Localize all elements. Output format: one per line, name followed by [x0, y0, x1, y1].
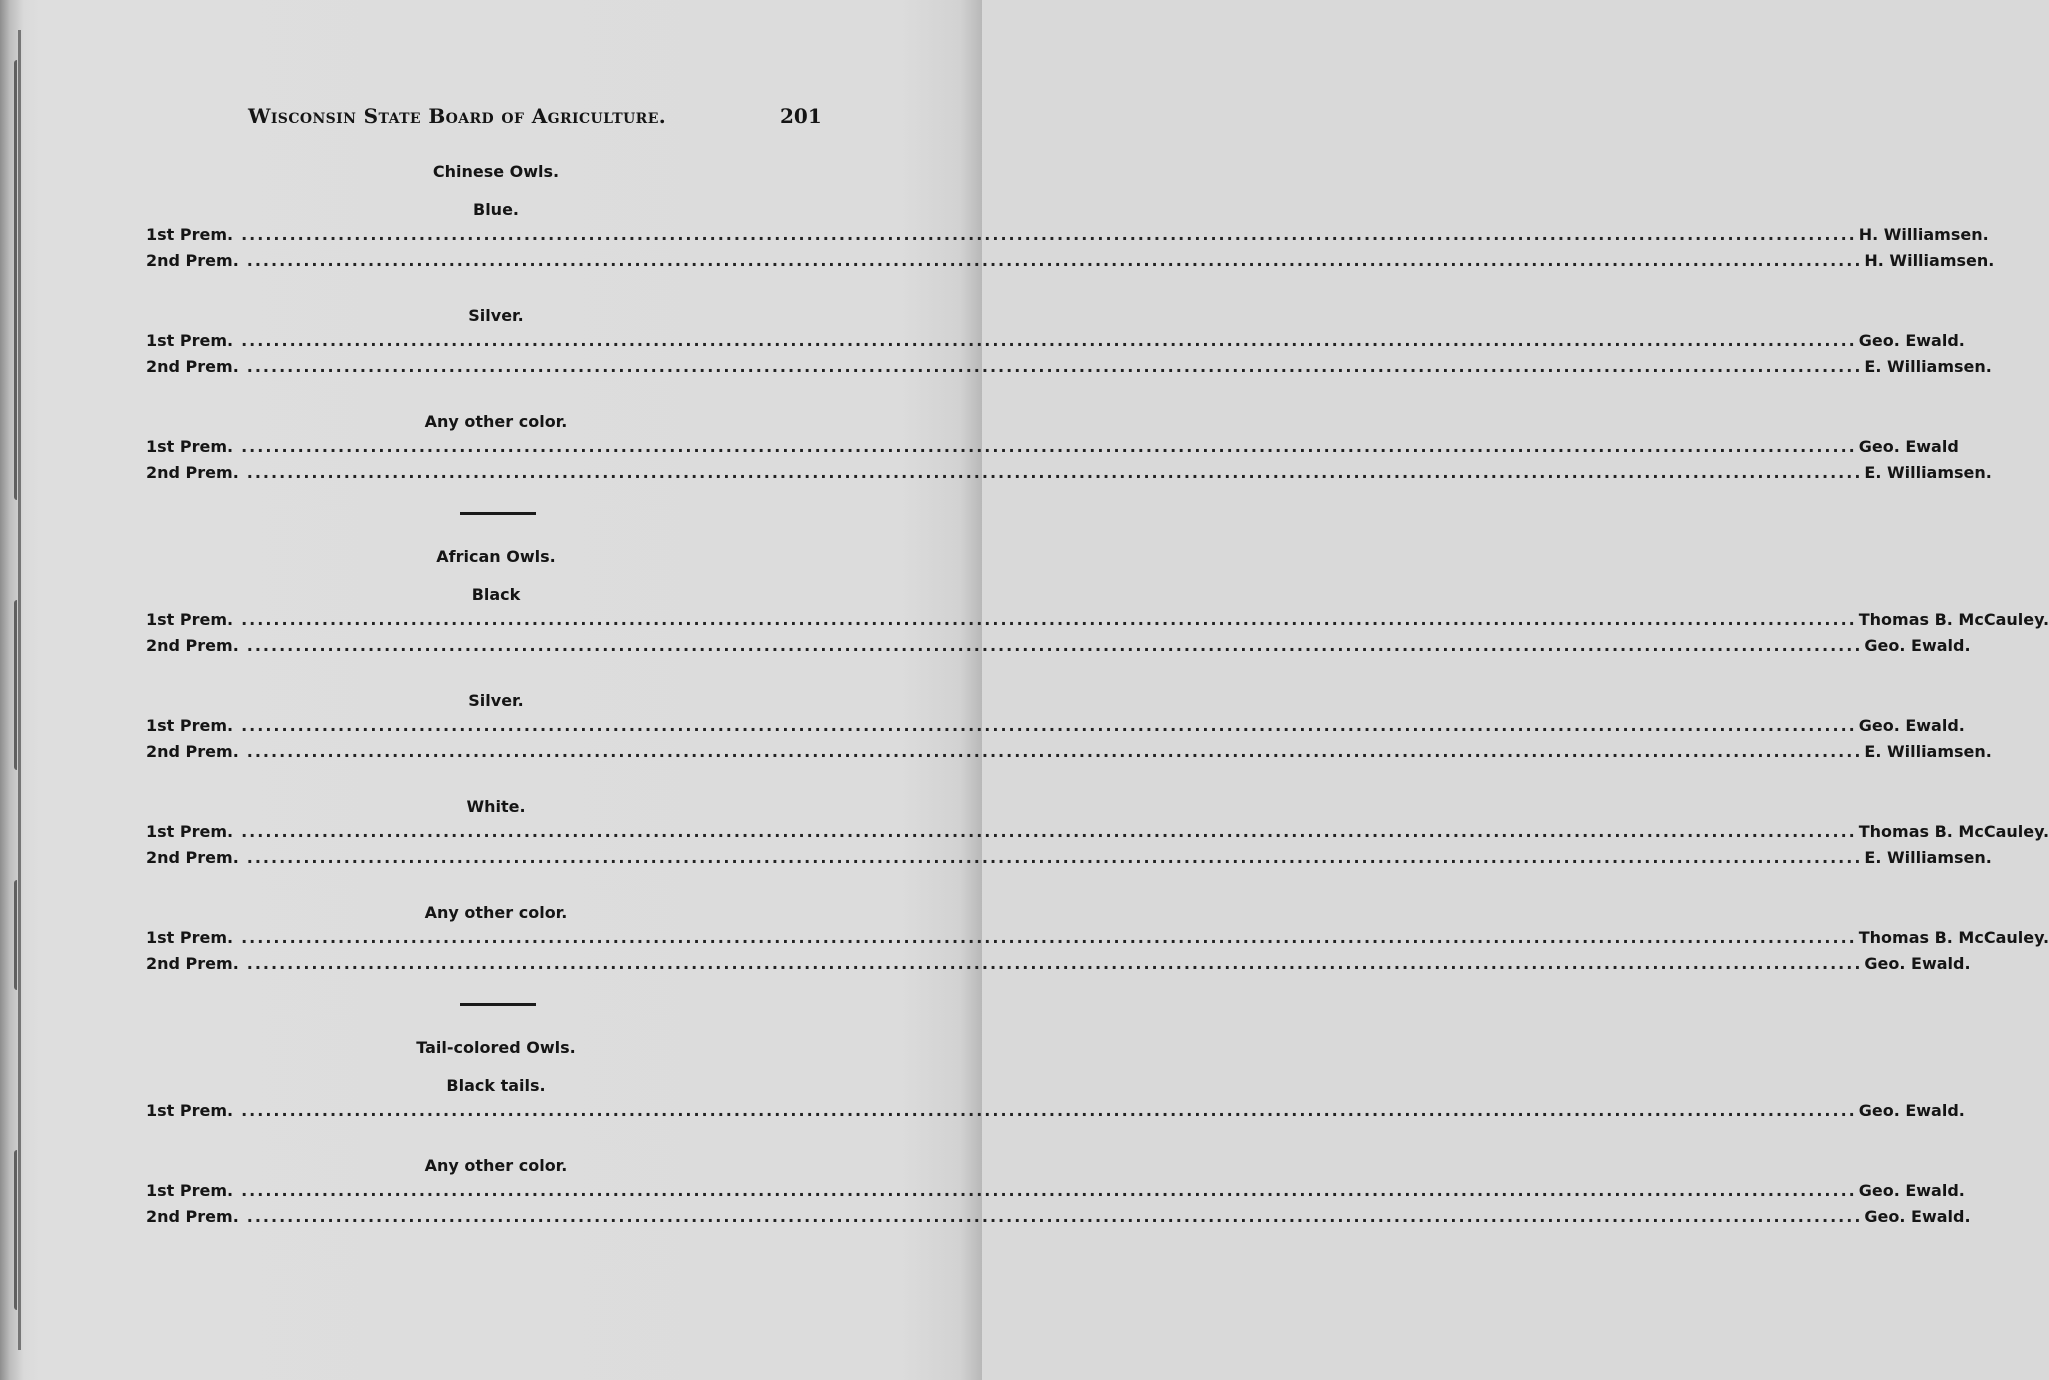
- premium-entry: [146, 819, 2049, 845]
- running-header: [0, 104, 982, 138]
- section-divider: [460, 512, 536, 515]
- dot-leader: ........................................................................................................................................................................................................: [241, 610, 1857, 629]
- premium-entry: [146, 951, 1971, 977]
- winner-name: Geo. Ewald.: [1858, 716, 1965, 735]
- winner-name: Thomas B. McCauley.: [1858, 610, 2049, 629]
- dot-leader: ........................................................................................................................................................................................................: [246, 251, 1863, 270]
- premium-entry: [146, 739, 1992, 765]
- color-group: [146, 198, 1995, 274]
- premium-entry: [146, 925, 2049, 951]
- premium-label: 2nd Prem.: [146, 848, 239, 867]
- color-subhead: Black: [471, 585, 521, 604]
- dot-leader: ........................................................................................................................................................................................................: [246, 1207, 1863, 1226]
- premium-label: 1st Prem.: [146, 331, 234, 350]
- dot-leader: ........................................................................................................................................................................................................: [241, 225, 1857, 244]
- dot-leader: ........................................................................................................................................................................................................: [241, 928, 1857, 947]
- winner-name: Geo. Ewald.: [1864, 1207, 1971, 1226]
- dot-leader: ........................................................................................................................................................................................................: [241, 1101, 1857, 1120]
- dot-leader: ........................................................................................................................................................................................................: [246, 742, 1863, 761]
- color-subhead: Any other color.: [424, 412, 568, 431]
- premium-entry: [146, 633, 1971, 659]
- winner-name: Geo. Ewald: [1858, 437, 1959, 456]
- color-subhead: Any other color.: [424, 1156, 568, 1175]
- premium-entry: [146, 328, 1965, 354]
- winner-name: Geo. Ewald.: [1858, 1101, 1965, 1120]
- binding-mark: [14, 1150, 23, 1310]
- premium-entry: [146, 434, 1959, 460]
- color-group: [146, 689, 1992, 765]
- header-title: Wisconsin State Board of Agriculture.: [248, 104, 667, 128]
- owl-section: [146, 545, 2049, 977]
- dot-leader: ........................................................................................................................................................................................................: [246, 463, 1863, 482]
- color-subhead: White.: [466, 797, 526, 816]
- winner-name: E. Williamsen.: [1864, 848, 1992, 867]
- premium-label: 1st Prem.: [146, 437, 234, 456]
- winner-name: E. Williamsen.: [1864, 463, 1992, 482]
- color-group: [146, 1154, 1971, 1230]
- winner-name: H. Williamsen.: [1864, 251, 1995, 270]
- section-divider: [460, 1003, 536, 1006]
- page-number: 201: [780, 104, 822, 128]
- dot-leader: ........................................................................................................................................................................................................: [246, 636, 1863, 655]
- premium-label: 2nd Prem.: [146, 636, 239, 655]
- winner-name: Geo. Ewald.: [1858, 331, 1965, 350]
- dot-leader: ........................................................................................................................................................................................................: [246, 357, 1863, 376]
- premium-entry: [146, 354, 1992, 380]
- premium-label: 1st Prem.: [146, 1181, 234, 1200]
- winner-name: E. Williamsen.: [1864, 742, 1992, 761]
- color-subhead: Blue.: [473, 200, 519, 219]
- color-group: [146, 410, 1992, 486]
- dot-leader: ........................................................................................................................................................................................................: [246, 954, 1863, 973]
- binding-mark: [14, 600, 23, 770]
- premium-label: 1st Prem.: [146, 716, 234, 735]
- binding-mark: [14, 880, 23, 990]
- color-subhead: Silver.: [468, 691, 524, 710]
- premium-label: 1st Prem.: [146, 225, 234, 244]
- winner-name: Geo. Ewald.: [1858, 1181, 1965, 1200]
- premium-label: 2nd Prem.: [146, 463, 239, 482]
- premium-entry: [146, 222, 1989, 248]
- dot-leader: ........................................................................................................................................................................................................: [241, 437, 1857, 456]
- color-subhead: Any other color.: [424, 903, 568, 922]
- owl-section: [146, 1036, 1971, 1230]
- premium-list: [146, 160, 2049, 1230]
- premium-entry: [146, 845, 1992, 871]
- winner-name: Geo. Ewald.: [1864, 954, 1971, 973]
- color-group: [146, 901, 2049, 977]
- dot-leader: ........................................................................................................................................................................................................: [241, 822, 1857, 841]
- premium-entry: [146, 607, 2049, 633]
- premium-label: 1st Prem.: [146, 610, 234, 629]
- premium-label: 1st Prem.: [146, 928, 234, 947]
- winner-name: Thomas B. McCauley.: [1858, 928, 2049, 947]
- premium-label: 2nd Prem.: [146, 1207, 239, 1226]
- section-title: African Owls.: [436, 547, 556, 566]
- premium-label: 2nd Prem.: [146, 742, 239, 761]
- premium-label: 2nd Prem.: [146, 954, 239, 973]
- premium-label: 1st Prem.: [146, 1101, 234, 1120]
- color-group: [146, 304, 1992, 380]
- owl-section: [146, 160, 1995, 486]
- winner-name: Thomas B. McCauley.: [1858, 822, 2049, 841]
- premium-entry: [146, 248, 1995, 274]
- premium-label: 2nd Prem.: [146, 357, 239, 376]
- premium-entry: [146, 1204, 1971, 1230]
- dot-leader: ........................................................................................................................................................................................................: [241, 1181, 1857, 1200]
- section-title: Tail-colored Owls.: [416, 1038, 576, 1057]
- premium-entry: [146, 1178, 1965, 1204]
- dot-leader: ........................................................................................................................................................................................................: [241, 716, 1857, 735]
- winner-name: Geo. Ewald.: [1864, 636, 1971, 655]
- winner-name: H. Williamsen.: [1858, 225, 1989, 244]
- premium-entry: [146, 713, 1965, 739]
- section-title: Chinese Owls.: [432, 162, 560, 181]
- winner-name: E. Williamsen.: [1864, 357, 1992, 376]
- dot-leader: ........................................................................................................................................................................................................: [241, 331, 1857, 350]
- premium-label: 2nd Prem.: [146, 251, 239, 270]
- color-subhead: Black tails.: [446, 1076, 546, 1095]
- color-subhead: Silver.: [468, 306, 524, 325]
- premium-entry: [146, 460, 1992, 486]
- color-group: [146, 583, 2049, 659]
- premium-label: 1st Prem.: [146, 822, 234, 841]
- dot-leader: ........................................................................................................................................................................................................: [246, 848, 1863, 867]
- premium-entry: [146, 1098, 1965, 1124]
- color-group: [146, 795, 2049, 871]
- color-group: [146, 1074, 1965, 1124]
